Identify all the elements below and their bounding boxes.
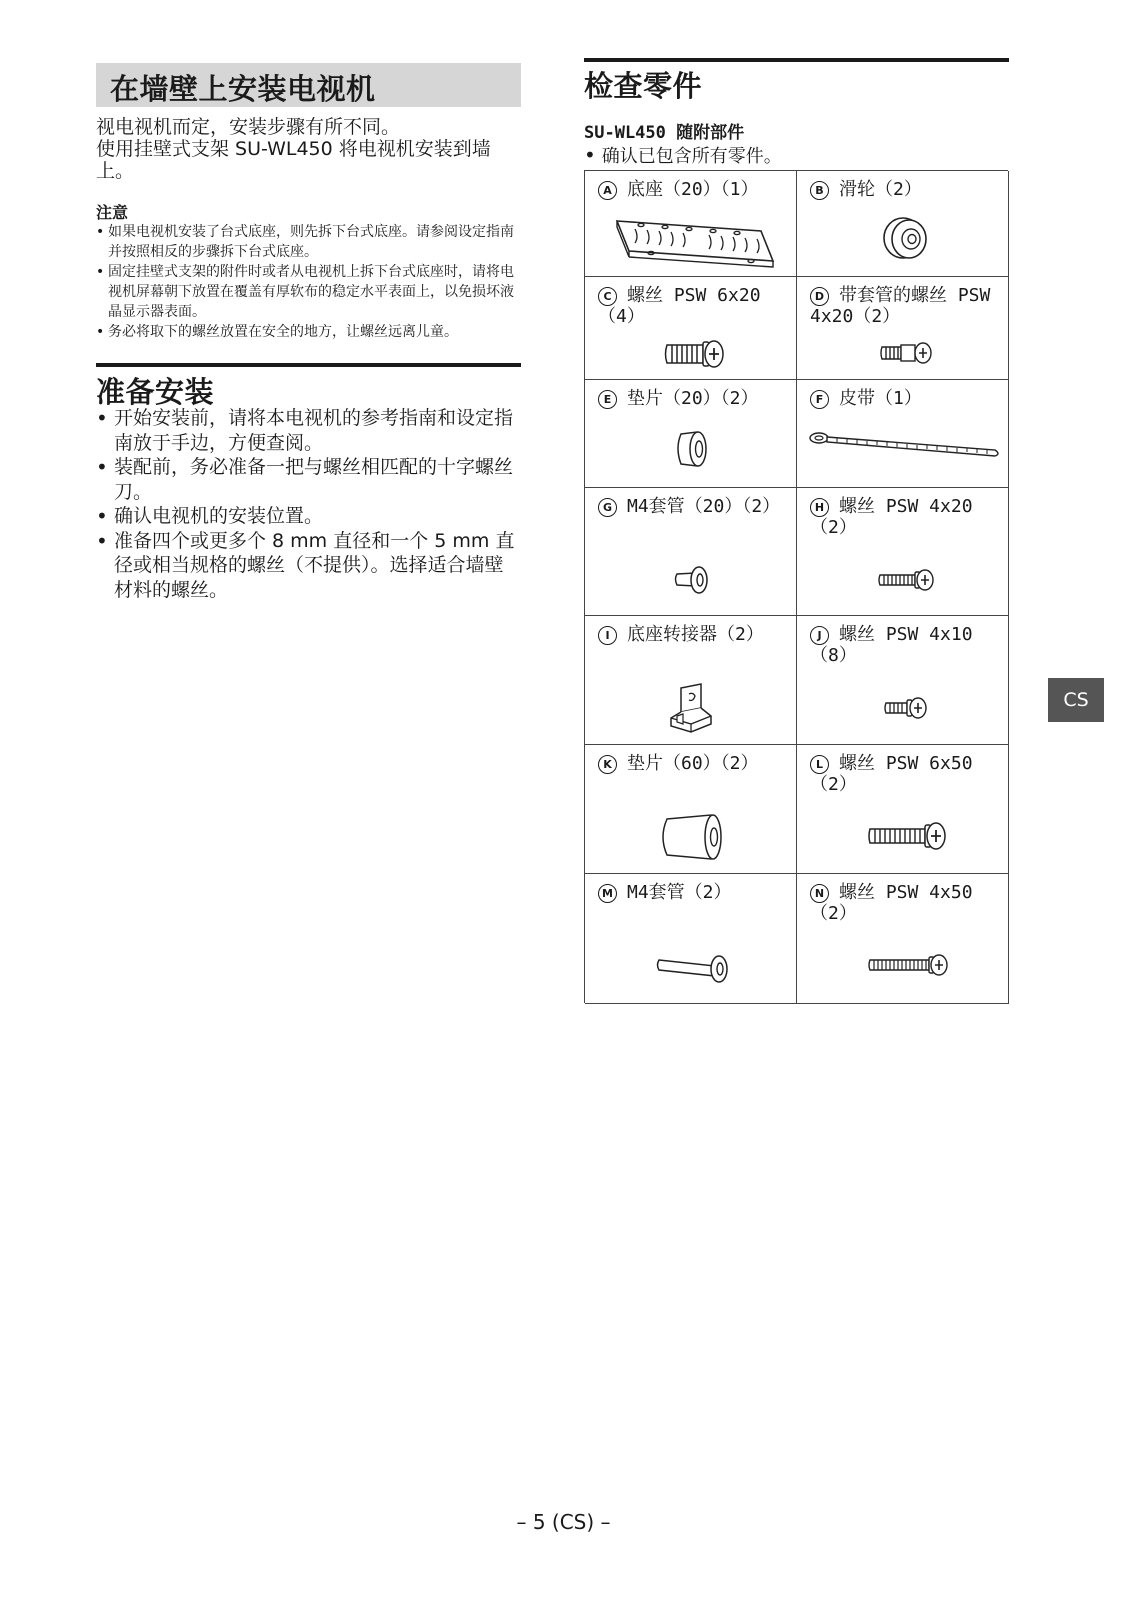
language-tab: CS bbox=[1048, 678, 1104, 722]
screw-psw-4x10-icon bbox=[883, 694, 931, 722]
part-letter: N bbox=[810, 884, 829, 903]
part-label bbox=[598, 882, 788, 903]
part-name: 螺丝 PSW 4x10（8） bbox=[810, 624, 973, 666]
prepare-list bbox=[96, 406, 520, 602]
screw-psw-4x20-icon bbox=[877, 566, 937, 594]
part-name: 滑轮（2） bbox=[839, 179, 922, 200]
part-letter: H bbox=[810, 498, 829, 517]
section-title-prepare: 准备安装 bbox=[96, 375, 215, 409]
parts-table bbox=[584, 170, 1008, 1003]
part-name: 带套管的螺丝 PSW 4x20（2） bbox=[810, 285, 991, 327]
note-heading: 注意 bbox=[96, 203, 129, 222]
section-header-wall-install bbox=[96, 63, 521, 107]
part-cell-g bbox=[585, 488, 797, 616]
part-cell-f bbox=[797, 380, 1009, 488]
part-name: 垫片（60）（2） bbox=[627, 753, 759, 774]
bullet: • bbox=[584, 143, 596, 167]
part-label bbox=[598, 179, 788, 200]
part-cell-b bbox=[797, 171, 1009, 277]
part-cell-l bbox=[797, 745, 1009, 874]
belt-icon bbox=[807, 426, 1003, 460]
m4-sleeve-20-icon bbox=[673, 564, 713, 596]
screw-psw-4x50-icon bbox=[867, 950, 949, 980]
part-letter: I bbox=[598, 626, 617, 645]
section-title-wall-install: 在墙壁上安装电视机 bbox=[110, 72, 376, 106]
parts-subtitle: SU-WL450 随附部件 bbox=[584, 123, 745, 143]
part-cell-i bbox=[585, 616, 797, 745]
intro-text bbox=[96, 116, 516, 182]
part-cell-c bbox=[585, 277, 797, 380]
note-item: • 务必将取下的螺丝放置在安全的地方，让螺丝远离儿童。 bbox=[96, 322, 522, 342]
prepare-item: • 准备四个或更多个 8 mm 直径和一个 5 mm 直径或相当规格的螺丝（不提供）。选择适合墙壁材料的螺丝。 bbox=[96, 529, 520, 603]
part-letter: K bbox=[598, 755, 617, 774]
part-cell-h bbox=[797, 488, 1009, 616]
confirm-text bbox=[584, 142, 782, 168]
prepare-item: • 开始安装前，请将本电视机的参考指南和设定指南放于手边，方便查阅。 bbox=[96, 406, 520, 455]
part-label bbox=[598, 624, 788, 645]
note-item: • 固定挂壁式支架的附件时或者从电视机上拆下台式底座时，请将电视机屏幕朝下放置在覆盖有厚软布的稳定水平表面上，以免损坏液晶显示器表面。 bbox=[96, 262, 522, 322]
part-label bbox=[598, 753, 788, 774]
part-name: M4套管（2） bbox=[627, 882, 732, 903]
prepare-item: • 确认电视机的安装位置。 bbox=[96, 504, 520, 529]
screw-psw-6x20-icon bbox=[663, 337, 725, 371]
part-name: 底座（20）（1） bbox=[627, 179, 759, 200]
part-label bbox=[810, 388, 1000, 409]
part-name: 垫片（20）（2） bbox=[627, 388, 759, 409]
part-name: 螺丝 PSW 6x20（4） bbox=[598, 285, 761, 327]
part-letter: J bbox=[810, 626, 829, 645]
spacer-60-icon bbox=[657, 811, 729, 863]
confirm-label: 确认已包含所有零件。 bbox=[601, 146, 782, 167]
part-letter: C bbox=[598, 287, 617, 306]
part-label bbox=[810, 882, 1000, 924]
part-label bbox=[598, 496, 788, 517]
part-cell-d bbox=[797, 277, 1009, 380]
part-label bbox=[810, 285, 1000, 327]
screw-psw-6x50-icon bbox=[867, 819, 947, 855]
pulley-icon bbox=[881, 215, 931, 261]
note-item: • 如果电视机安装了台式底座，则先拆下台式底座。请参阅设定指南并按照相反的步骤拆下台式底座。 bbox=[96, 222, 522, 262]
part-cell-a bbox=[585, 171, 797, 277]
part-label bbox=[598, 285, 788, 327]
prepare-item: • 装配前，务必准备一把与螺丝相匹配的十字螺丝刀。 bbox=[96, 455, 520, 504]
part-name: 底座转接器（2） bbox=[627, 624, 764, 645]
part-cell-j bbox=[797, 616, 1009, 745]
part-letter: A bbox=[598, 181, 617, 200]
m4-sleeve-icon bbox=[655, 948, 735, 984]
part-letter: L bbox=[810, 755, 829, 774]
part-name: 皮带（1） bbox=[839, 388, 922, 409]
part-name: 螺丝 PSW 6x50（2） bbox=[810, 753, 973, 795]
part-cell-m bbox=[585, 874, 797, 1004]
section-title-check-parts: 检查零件 bbox=[584, 69, 703, 103]
part-label bbox=[598, 388, 788, 409]
part-letter: M bbox=[598, 884, 617, 903]
intro-line-1: 视电视机而定，安装步骤有所不同。 bbox=[96, 116, 401, 138]
part-label bbox=[810, 496, 1000, 538]
part-label bbox=[810, 624, 1000, 666]
part-name: M4套管（20）（2） bbox=[627, 496, 781, 517]
part-label bbox=[810, 753, 1000, 795]
page-number: – 5 (CS) – bbox=[516, 1510, 611, 1534]
sleeved-screw-icon bbox=[879, 339, 935, 367]
note-list bbox=[96, 222, 522, 342]
part-letter: F bbox=[810, 390, 829, 409]
part-name: 螺丝 PSW 4x50（2） bbox=[810, 882, 973, 924]
intro-line-2: 使用挂壁式支架 SU-WL450 将电视机安装到墙上。 bbox=[96, 138, 491, 182]
part-letter: G bbox=[598, 498, 617, 517]
part-label bbox=[810, 179, 1000, 200]
part-cell-n bbox=[797, 874, 1009, 1004]
part-letter: E bbox=[598, 390, 617, 409]
part-letter: B bbox=[810, 181, 829, 200]
part-cell-k bbox=[585, 745, 797, 874]
spacer-20-icon bbox=[673, 428, 713, 470]
base-adapter-icon bbox=[667, 682, 717, 736]
part-cell-e bbox=[585, 380, 797, 488]
section-rule bbox=[96, 363, 521, 367]
part-letter: D bbox=[810, 287, 829, 306]
section-rule bbox=[584, 58, 1009, 62]
bracket-base-icon bbox=[611, 205, 777, 271]
part-name: 螺丝 PSW 4x20（2） bbox=[810, 496, 973, 538]
